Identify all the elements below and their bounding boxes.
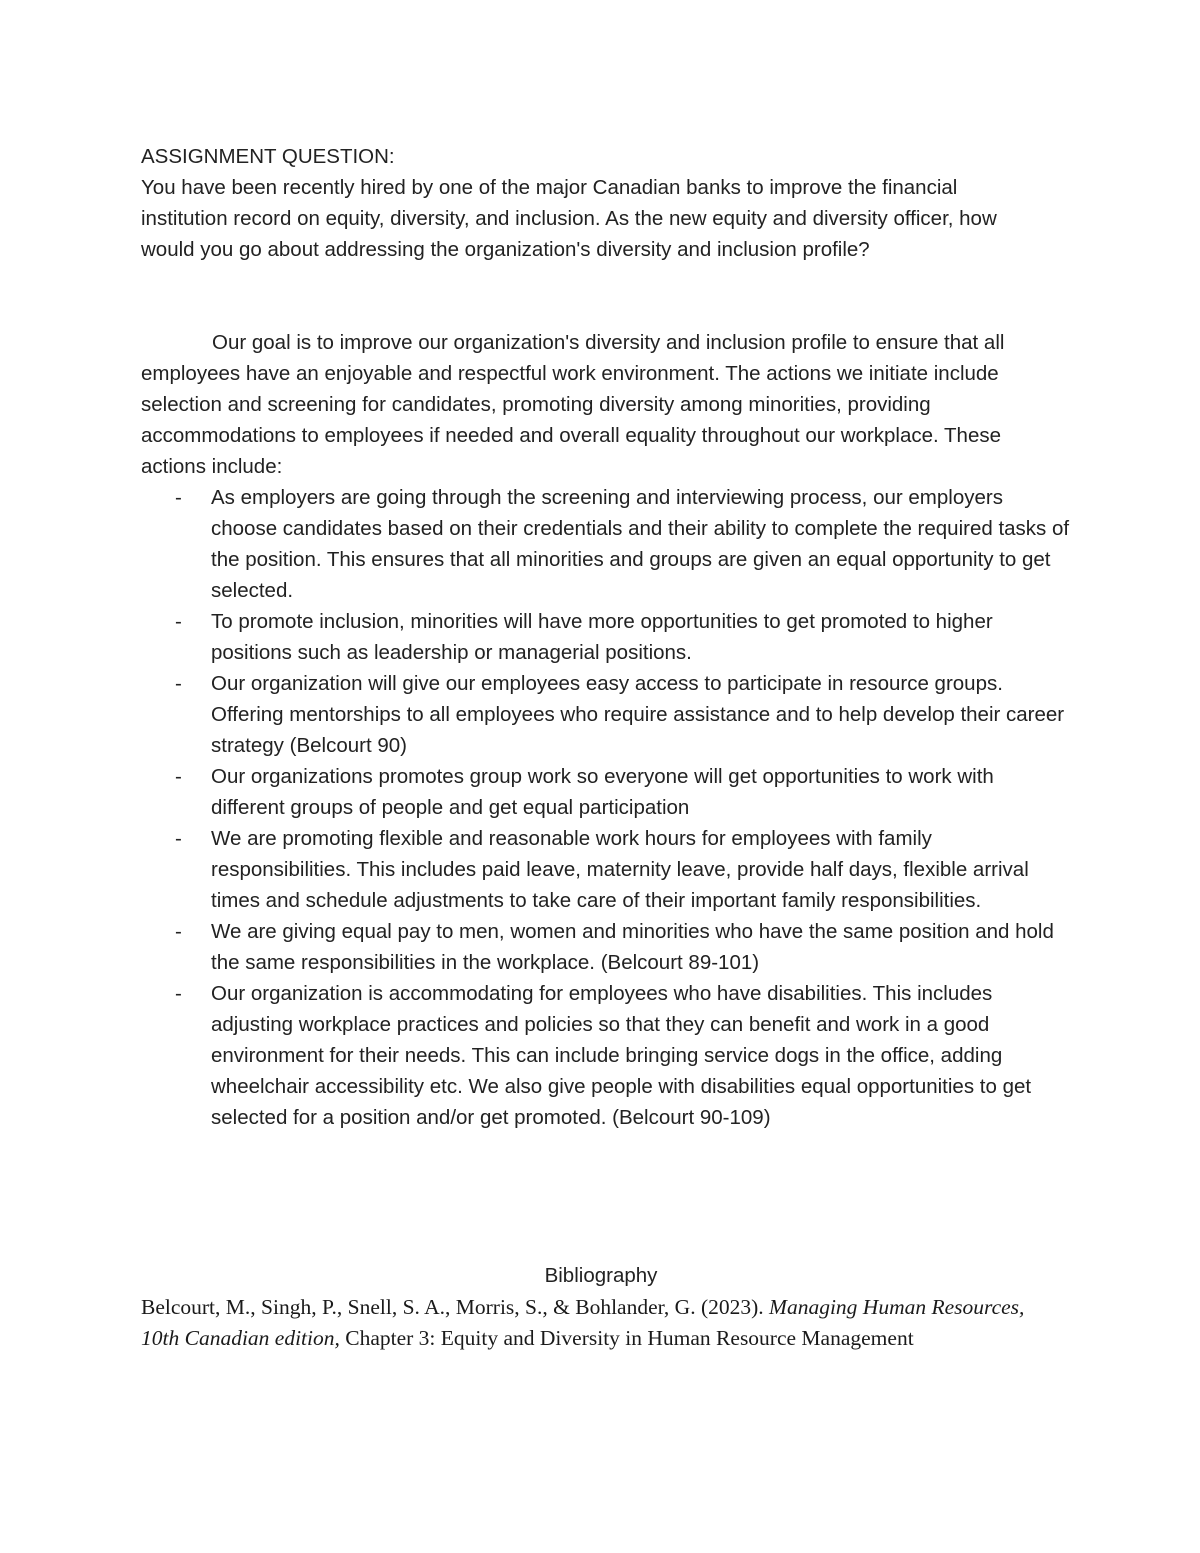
citation-chapter: Chapter 3: Equity and Diversity in Human Resource Management xyxy=(345,1326,914,1350)
bibliography-citation xyxy=(141,1292,1041,1354)
intro-paragraph: Our goal is to improve our organization's diversity and inclusion profile to ensure that all employees have an enjoyable and respectful work environment. The actions we initiate include selection and screening for candidates, promoting diversity among minorities, providing accommodations to employees if needed and overall equality throughout our workplace. These actions include: xyxy=(141,331,1005,478)
assignment-heading: ASSIGNMENT QUESTION: xyxy=(141,145,395,168)
action-item: - Our organization will give our employees easy access to participate in resource groups. Offering mentorships to all employees who require assistance and to help develop their career strategy (Belcourt 90) xyxy=(141,668,1071,761)
action-item: - To promote inclusion, minorities will have more opportunities to get promoted to higher positions such as leadership or managerial positions. xyxy=(141,606,1071,668)
action-item: - Our organization is accommodating for employees who have disabilities. This includes adjusting workplace practices and policies so that they can benefit and work in a good environment for their needs. This can include bringing service dogs in the office, adding wheelchair accessibility etc. We also give people with disabilities equal opportunities to get selected for a position and/or get promoted. (Belcourt 90-109) xyxy=(141,978,1071,1133)
citation-authors: Belcourt, M., Singh, P., Snell, S. A., Morris, S., & Bohlander, G. (2023). xyxy=(141,1295,764,1319)
actions-list xyxy=(141,482,1071,1133)
assignment-question: You have been recently hired by one of the major Canadian banks to improve the financial institution record on equity, diversity, and inclusion. As the new equity and diversity officer, how would you go about addressing the organization's diversity and inclusion profile? xyxy=(141,176,997,261)
action-item: - As employers are going through the screening and interviewing process, our employers choose candidates based on their credentials and their ability to complete the required tasks of the position. This ensures that all minorities and groups are given an equal opportunity to get selected. xyxy=(141,482,1071,606)
action-item: - Our organizations promotes group work so everyone will get opportunities to work with different groups of people and get equal participation xyxy=(141,761,1071,823)
action-item: - We are promoting flexible and reasonable work hours for employees with family responsibilities. This includes paid leave, maternity leave, provide half days, flexible arrival times and schedule adjustments to take care of their important family responsibilities. xyxy=(141,823,1071,916)
citation-book-title: Managing Human Resources, 10th Canadian edition, xyxy=(141,1295,1025,1350)
action-item: - We are giving equal pay to men, women and minorities who have the same position and hold the same responsibilities in the workplace. (Belcourt 89-101) xyxy=(141,916,1071,978)
bibliography-title: Bibliography xyxy=(544,1264,658,1287)
